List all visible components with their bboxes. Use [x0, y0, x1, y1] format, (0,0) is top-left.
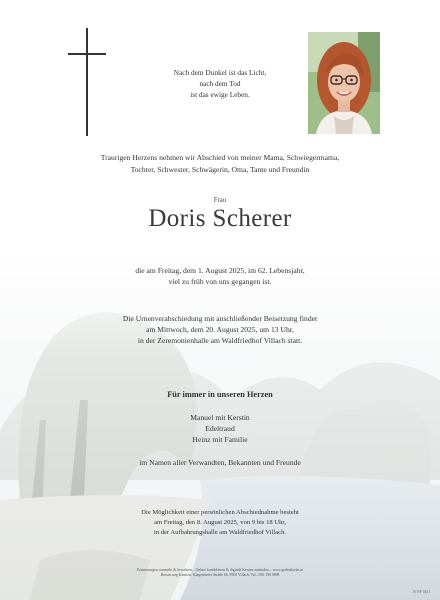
family-member: Edeltraud — [205, 424, 235, 433]
family-member: Heinz mit Familie — [192, 435, 248, 444]
salutation: Frau — [213, 197, 227, 204]
funeral-details — [0, 313, 440, 346]
intro-line: Tochter, Schwester, Schwägerin, Oma, Tante und Freundin — [130, 165, 310, 174]
death-notice — [0, 265, 440, 287]
intro-line: Traurigen Herzens nehmen wir Abschied von meiner Mama, Schwiegermama, — [100, 153, 340, 162]
family-list — [0, 412, 440, 445]
reference-code: B·NF·0451 — [413, 590, 430, 594]
funeral-line: in der Zeremonienhalle am Waldfriedhof Villach statt. — [137, 336, 303, 345]
funeral-line: Die Urnenverabschiedung mit anschließender Beisetzung findet — [122, 314, 318, 323]
viewing-line: Die Möglichkeit einer persönlichen Abschiednahme besteht — [141, 509, 299, 516]
death-notice-line: viel zu früh von uns gegangen ist. — [168, 277, 272, 286]
funeral-line: am Mittwoch, dem 20. August 2025, um 13 Uhr, — [146, 325, 294, 334]
intro-text — [0, 152, 440, 176]
memorial-heading: Für immer in unseren Herzen — [167, 390, 273, 399]
family-member: Manuel mit Kerstin — [190, 413, 250, 422]
footer-imprint — [0, 568, 440, 578]
footer-line: Erinnerungen sammeln & bewahren – Online kondolieren & digitale Kerzen anzünden – www.gedenkseite.at — [136, 568, 304, 572]
cross-icon — [68, 28, 106, 136]
poem-line: Nach dem Dunkel ist das Licht, — [173, 68, 267, 77]
deceased-name: Doris Scherer — [148, 205, 292, 232]
poem-line: ist das ewige Leben. — [190, 90, 250, 99]
poem — [150, 67, 290, 100]
portrait-photo — [308, 32, 380, 134]
death-notice-line: die am Freitag, dem 1. August 2025, im 62. Lebensjahr, — [135, 266, 305, 275]
viewing-line: in der Aufbahrungshalle am Waldfriedhof Villach. — [153, 529, 287, 536]
poem-line: nach dem Tod — [199, 79, 241, 88]
viewing-details — [0, 508, 440, 538]
relatives-line: im Namen aller Verwandten, Bekannten und Freunde — [139, 458, 301, 467]
footer-line: Bestatt.ung Kärnten, Klagenfurter Straße 66, 9500 Villach, Tel.: 050 198 9898 — [160, 573, 280, 577]
viewing-line: am Freitag, den 8. August 2025, von 9 bis 18 Uhr, — [154, 519, 286, 526]
